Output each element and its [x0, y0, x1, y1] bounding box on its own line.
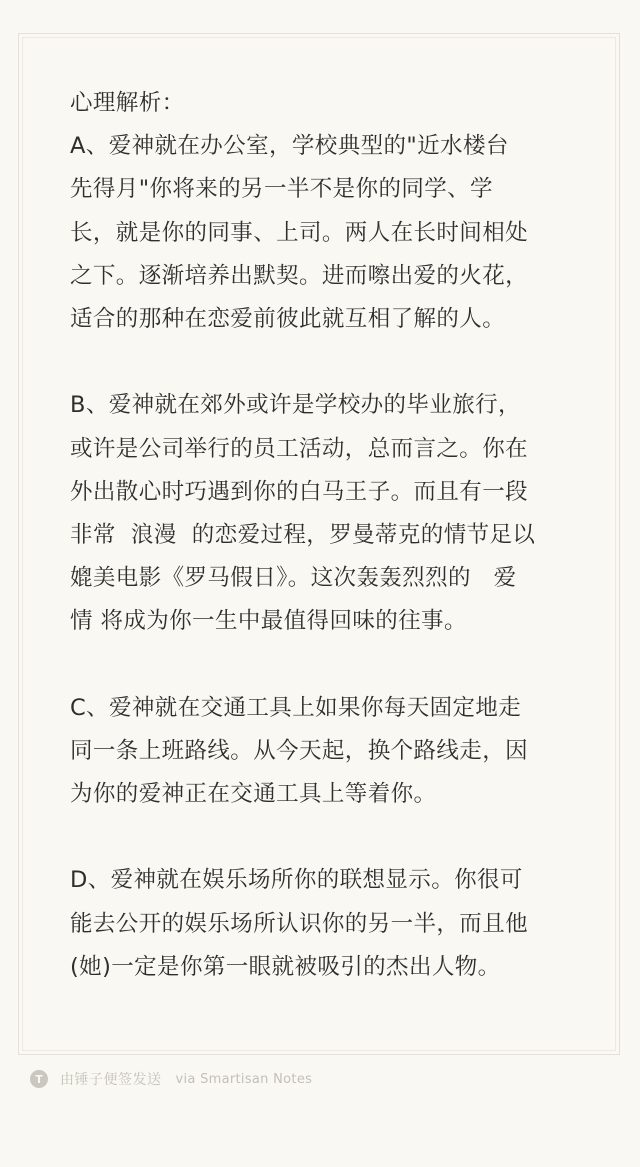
section-c-line: 为你的爱神正在交通工具上等着你。 — [70, 781, 437, 807]
sent-by-text: 由锤子便签发送 — [60, 1072, 162, 1088]
section-c-line: 同一条上班路线。从今天起，换个路线走，因 — [70, 737, 529, 764]
note-body — [70, 82, 580, 989]
section-a-line: A、爱神就在办公室，学校典型的"近水楼台 — [70, 133, 509, 160]
section-a-line: 之下。逐渐培养出默契。进而嚓出爱的火花， — [70, 262, 529, 289]
section-d-line: D、爱神就在娱乐场所你的联想显示。你很可 — [70, 867, 523, 894]
section-a-line: 适合的那种在恋爱前彼此就互相了解的人。 — [70, 305, 506, 332]
paragraph-gap — [70, 816, 580, 859]
section-b-line: 情 将成为你一生中最值得回味的往事。 — [70, 608, 467, 635]
footer-signature — [30, 1067, 312, 1091]
note-title: 心理解析： — [70, 90, 185, 116]
section-b-line: 非常 浪漫 的恋爱过程，罗曼蒂克的情节足以 — [70, 521, 536, 548]
section-b-line: 外出散心时巧遇到你的白马王子。而且有一段 — [70, 478, 529, 505]
section-a-line: 先得月"你将来的另一半不是你的同学、学 — [70, 176, 493, 203]
section-b-line: B、爱神就在郊外或许是学校办的毕业旅行， — [70, 392, 521, 419]
section-b-line: 媲美电影《罗马假日》。这次轰轰烈烈的 爱 — [70, 565, 517, 592]
section-c-line: C、爱神就在交通工具上如果你每天固定地走 — [70, 694, 522, 721]
via-app-text: via Smartisan Notes — [175, 1071, 313, 1087]
smartisan-t-icon: T — [30, 1070, 48, 1088]
section-b-line: 或许是公司举行的员工活动，总而言之。你在 — [70, 435, 529, 462]
section-a-line: 长，就是你的同事、上司。两人在长时间相处 — [70, 219, 529, 246]
paragraph-gap — [70, 341, 580, 384]
paragraph-gap — [70, 643, 580, 686]
section-d-line: (她)一定是你第一眼就被吸引的杰出人物。 — [70, 953, 501, 980]
section-d-line: 能去公开的娱乐场所认识你的另一半，而且他 — [70, 910, 529, 937]
